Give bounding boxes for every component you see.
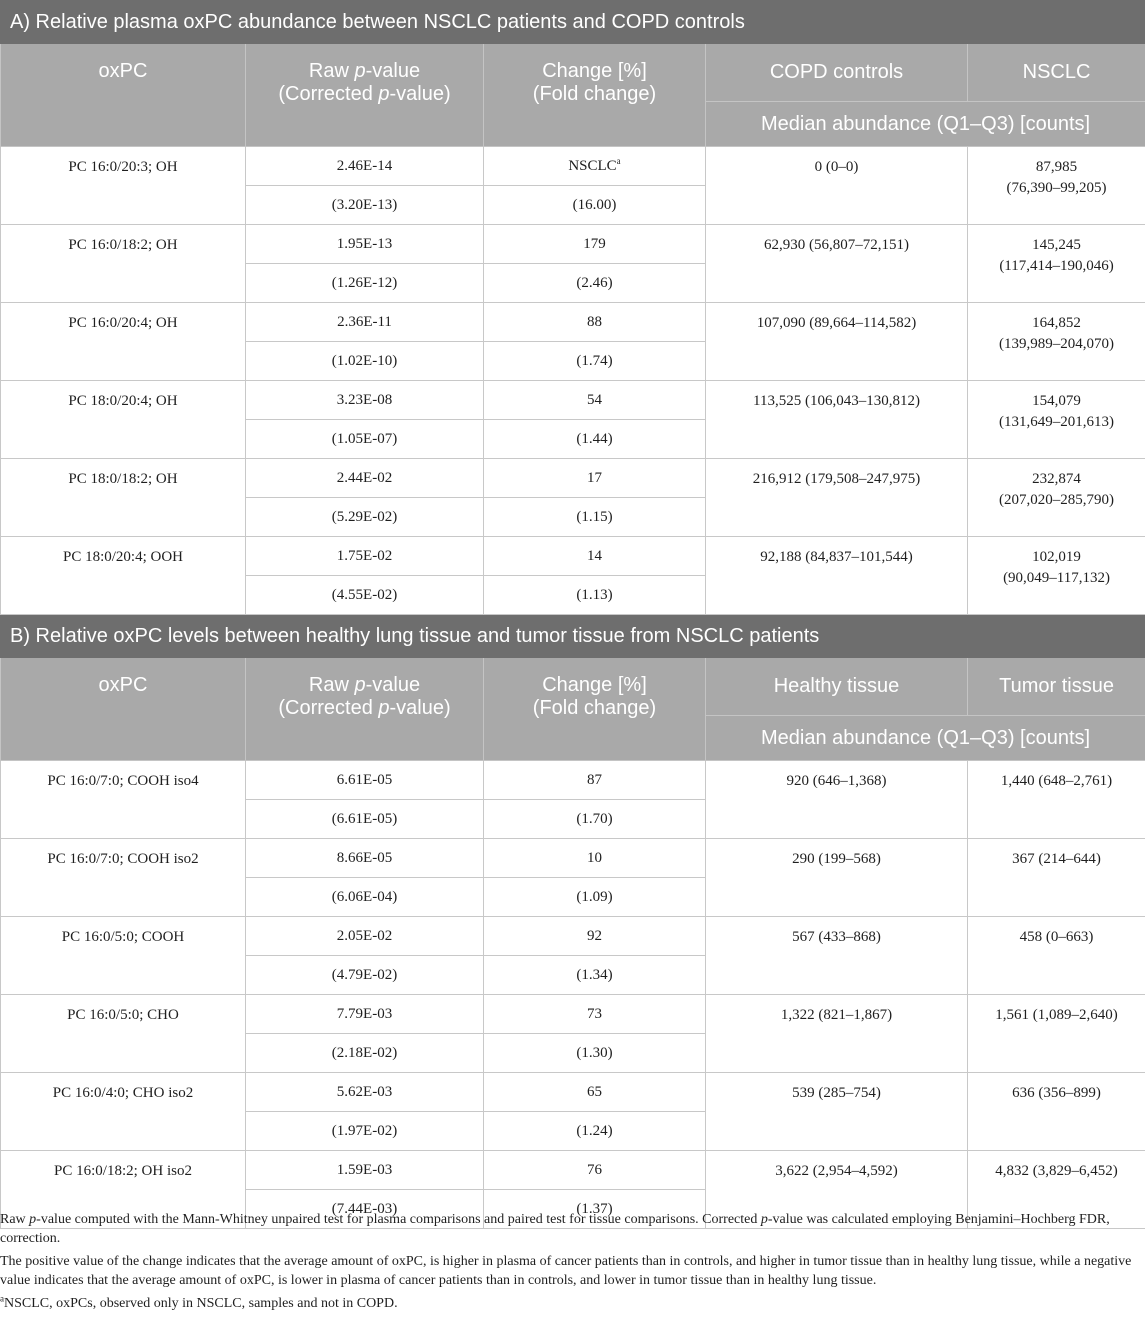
fold-change: (1.44) — [484, 420, 706, 459]
corrected-p-value: (1.26E-12) — [246, 264, 484, 303]
raw-p-value: 2.36E-11 — [246, 303, 484, 342]
group1-median: 113,525 (106,043–130,812) — [706, 381, 968, 459]
group1-median: 216,912 (179,508–247,975) — [706, 459, 968, 537]
header-pvalue-label: Raw — [308, 674, 355, 696]
change-value: 54 — [587, 391, 602, 408]
fold-change: (2.46) — [484, 264, 706, 303]
header-corrected-suffix: -value) — [389, 697, 451, 719]
change-percent — [484, 839, 706, 878]
header-group2 — [968, 658, 1145, 716]
oxpc-name: PC 16:0/5:0; CHO — [1, 995, 246, 1073]
raw-p-value: 6.61E-05 — [246, 761, 484, 800]
group2-median-range: (117,414–190,046) — [999, 258, 1114, 274]
group2-median — [968, 381, 1145, 459]
group2-median-range: (90,049–117,132) — [1003, 570, 1110, 586]
group2-median: 1,561 (1,089–2,640) — [968, 995, 1145, 1073]
header-group2 — [968, 44, 1145, 102]
corrected-p-value: (1.97E-02) — [246, 1112, 484, 1151]
footnote-pvalue: Raw p-value computed with the Mann-Whitney unpaired test for plasma comparisons and paired test for tissue comparisons. Corrected p-value was calculated employing Benjamini–Hochberg FDR, correction. — [0, 1212, 1110, 1246]
table-row — [1, 537, 1145, 576]
group2-median — [968, 303, 1145, 381]
group2-median-value: 164,852 — [1032, 315, 1081, 331]
fold-change: (1.70) — [484, 800, 706, 839]
raw-p-value: 1.95E-13 — [246, 225, 484, 264]
raw-p-value: 2.46E-14 — [246, 147, 484, 186]
oxpc-name: PC 16:0/5:0; COOH — [1, 917, 246, 995]
section-title: A) Relative plasma oxPC abundance between NSCLC patients and COPD controls — [1, 1, 1145, 44]
header-group2-label: NSCLC — [1022, 61, 1091, 83]
raw-p-value: 3.23E-08 — [246, 381, 484, 420]
group2-median — [968, 225, 1145, 303]
group1-median: 920 (646–1,368) — [706, 761, 968, 839]
raw-p-value: 5.62E-03 — [246, 1073, 484, 1112]
corrected-p-value: (2.18E-02) — [246, 1034, 484, 1073]
group1-median: 62,930 (56,807–72,151) — [706, 225, 968, 303]
header-change-label: Change [%] — [542, 60, 647, 82]
group2-median — [968, 459, 1145, 537]
change-value: 88 — [587, 313, 602, 330]
raw-p-value: 1.75E-02 — [246, 537, 484, 576]
raw-p-value: 2.05E-02 — [246, 917, 484, 956]
header-group1-label: COPD controls — [769, 61, 904, 83]
change-value: 14 — [587, 547, 602, 564]
raw-p-value: 8.66E-05 — [246, 839, 484, 878]
change-percent — [484, 381, 706, 420]
group1-median: 290 (199–568) — [706, 839, 968, 917]
change-percent — [484, 147, 706, 186]
header-p-italic: p — [378, 83, 390, 105]
group2-median-range: (76,390–99,205) — [1006, 180, 1107, 196]
change-percent — [484, 1151, 706, 1190]
corrected-p-value: (6.06E-04) — [246, 878, 484, 917]
oxpc-name: PC 18:0/20:4; OOH — [1, 537, 246, 615]
raw-p-value: 7.79E-03 — [246, 995, 484, 1034]
change-percent — [484, 459, 706, 498]
header-group1 — [706, 658, 968, 716]
corrected-p-value: (1.05E-07) — [246, 420, 484, 459]
header-pvalue — [246, 658, 484, 761]
table-row — [1, 761, 1145, 800]
corrected-p-value: (7.44E-03) — [246, 1190, 484, 1229]
change-percent — [484, 1073, 706, 1112]
table-row — [1, 839, 1145, 878]
fold-change: (1.13) — [484, 576, 706, 615]
group2-median-value: 87,985 — [1035, 159, 1078, 175]
header-median — [706, 716, 1145, 761]
group2-median-range: (131,649–201,613) — [999, 414, 1115, 430]
header-p-italic: p — [354, 60, 366, 82]
change-percent — [484, 225, 706, 264]
header-group1-label: Healthy tissue — [773, 675, 900, 697]
table-row — [1, 917, 1145, 956]
section_a-title-row — [1, 1, 1145, 44]
group1-median: 107,090 (89,664–114,582) — [706, 303, 968, 381]
group1-median: 0 (0–0) — [706, 147, 968, 225]
oxpc-name: PC 16:0/20:4; OH — [1, 303, 246, 381]
header-pvalue-label: Raw — [308, 60, 355, 82]
change-value: 76 — [587, 1161, 602, 1178]
change-value: 92 — [587, 927, 602, 944]
corrected-p-value: (1.02E-10) — [246, 342, 484, 381]
change-percent — [484, 537, 706, 576]
oxpc-name: PC 16:0/4:0; CHO iso2 — [1, 1073, 246, 1151]
oxpc-name: PC 16:0/20:3; OH — [1, 147, 246, 225]
oxpc-name: PC 16:0/18:2; OH — [1, 225, 246, 303]
header-fold-label: (Fold change) — [532, 83, 657, 105]
header-oxpc-label: oxPC — [98, 674, 148, 696]
change-value: 87 — [587, 771, 602, 788]
group2-median-value: 154,079 — [1032, 393, 1081, 409]
header-oxpc-label: oxPC — [98, 60, 148, 82]
header-fold-label: (Fold change) — [532, 697, 657, 719]
change-value: 17 — [587, 469, 602, 486]
header-oxpc — [1, 44, 246, 147]
change-percent — [484, 761, 706, 800]
header-pvalue-suffix: -value — [365, 674, 421, 696]
header-oxpc — [1, 658, 246, 761]
header-pvalue-suffix: -value — [365, 60, 421, 82]
oxpc-name: PC 16:0/7:0; COOH iso4 — [1, 761, 246, 839]
header-corrected-label: (Corrected — [278, 83, 379, 105]
fold-change: (1.24) — [484, 1112, 706, 1151]
table-row — [1, 459, 1145, 498]
header-median — [706, 102, 1145, 147]
group1-median: 539 (285–754) — [706, 1073, 968, 1151]
group1-median: 92,188 (84,837–101,544) — [706, 537, 968, 615]
change-value: 73 — [587, 1005, 602, 1022]
footnote-nsclc: $^a$NSCLC, oxPCs, observed only in NSCLC, samples and not in COPD. — [0, 1293, 398, 1311]
group2-median: 458 (0–663) — [968, 917, 1145, 995]
group2-median: 636 (356–899) — [968, 1073, 1145, 1151]
change-percent — [484, 917, 706, 956]
section-title: B) Relative oxPC levels between healthy lung tissue and tumor tissue from NSCLC patients — [1, 615, 1145, 658]
group2-median: 1,440 (648–2,761) — [968, 761, 1145, 839]
table-row — [1, 995, 1145, 1034]
header-median-label: Median abundance (Q1–Q3) [counts] — [760, 112, 1091, 135]
table-row — [1, 303, 1145, 342]
section_a-header-row — [1, 44, 1145, 102]
header-pvalue — [246, 44, 484, 147]
table-row — [1, 147, 1145, 186]
group2-median-value: 232,874 — [1032, 471, 1081, 487]
table-row — [1, 381, 1145, 420]
corrected-p-value: (4.79E-02) — [246, 956, 484, 995]
fold-change: (1.15) — [484, 498, 706, 537]
group2-median-value: 145,245 — [1032, 237, 1081, 253]
oxpc-name: PC 16:0/18:2; OH iso2 — [1, 1151, 246, 1229]
corrected-p-value: (6.61E-05) — [246, 800, 484, 839]
group2-median: 4,832 (3,829–6,452) — [968, 1151, 1145, 1229]
fold-change: (1.09) — [484, 878, 706, 917]
fold-change: (1.37) — [484, 1190, 706, 1229]
raw-p-value: 2.44E-02 — [246, 459, 484, 498]
fold-change: (1.74) — [484, 342, 706, 381]
header-corrected-suffix: -value) — [389, 83, 451, 105]
header-change — [484, 658, 706, 761]
corrected-p-value: (3.20E-13) — [246, 186, 484, 225]
header-group2-label: Tumor tissue — [999, 675, 1114, 697]
group2-median-value: 102,019 — [1032, 549, 1081, 565]
fold-change: (16.00) — [484, 186, 706, 225]
header-change — [484, 44, 706, 147]
header-corrected-label: (Corrected — [278, 697, 379, 719]
table-row — [1, 1151, 1145, 1190]
table-row — [1, 225, 1145, 264]
group1-median: 3,622 (2,954–4,592) — [706, 1151, 968, 1229]
group2-median-range: (139,989–204,070) — [999, 336, 1115, 352]
header-p-italic: p — [378, 697, 390, 719]
header-change-label: Change [%] — [542, 674, 647, 696]
raw-p-value: 1.59E-03 — [246, 1151, 484, 1190]
footnote-marker: a — [616, 155, 621, 166]
table-footnotes — [0, 1210, 1135, 1313]
header-group1 — [706, 44, 968, 102]
oxpc-name: PC 16:0/7:0; COOH iso2 — [1, 839, 246, 917]
group2-median — [968, 147, 1145, 225]
oxpc-name: PC 18:0/18:2; OH — [1, 459, 246, 537]
change-value: 65 — [587, 1083, 602, 1100]
change-value: 179 — [583, 235, 606, 252]
group1-median: 1,322 (821–1,867) — [706, 995, 968, 1073]
footnote-change: The positive value of the change indicates that the average amount of oxPC, is higher in plasma of cancer patients than in controls, and higher in tumor tissue than in healthy lung tissue, while a negative value indicates that the average amount of oxPC, is lower in plasma of cancer patients than in controls, and lower in tumor tissue than in healthy lung tissue. — [0, 1254, 1132, 1288]
change-percent — [484, 303, 706, 342]
group2-median: 367 (214–644) — [968, 839, 1145, 917]
corrected-p-value: (4.55E-02) — [246, 576, 484, 615]
change-value: NSCLC — [568, 157, 617, 174]
change-percent — [484, 995, 706, 1034]
section_b-title-row — [1, 615, 1145, 658]
group1-median: 567 (433–868) — [706, 917, 968, 995]
group2-median-range: (207,020–285,790) — [999, 492, 1115, 508]
corrected-p-value: (5.29E-02) — [246, 498, 484, 537]
fold-change: (1.30) — [484, 1034, 706, 1073]
fold-change: (1.34) — [484, 956, 706, 995]
change-value: 10 — [587, 849, 602, 866]
oxpc-name: PC 18:0/20:4; OH — [1, 381, 246, 459]
table-row — [1, 1073, 1145, 1112]
header-median-label: Median abundance (Q1–Q3) [counts] — [760, 726, 1091, 749]
section_b-header-row — [1, 658, 1145, 716]
header-p-italic: p — [354, 674, 366, 696]
group2-median — [968, 537, 1145, 615]
